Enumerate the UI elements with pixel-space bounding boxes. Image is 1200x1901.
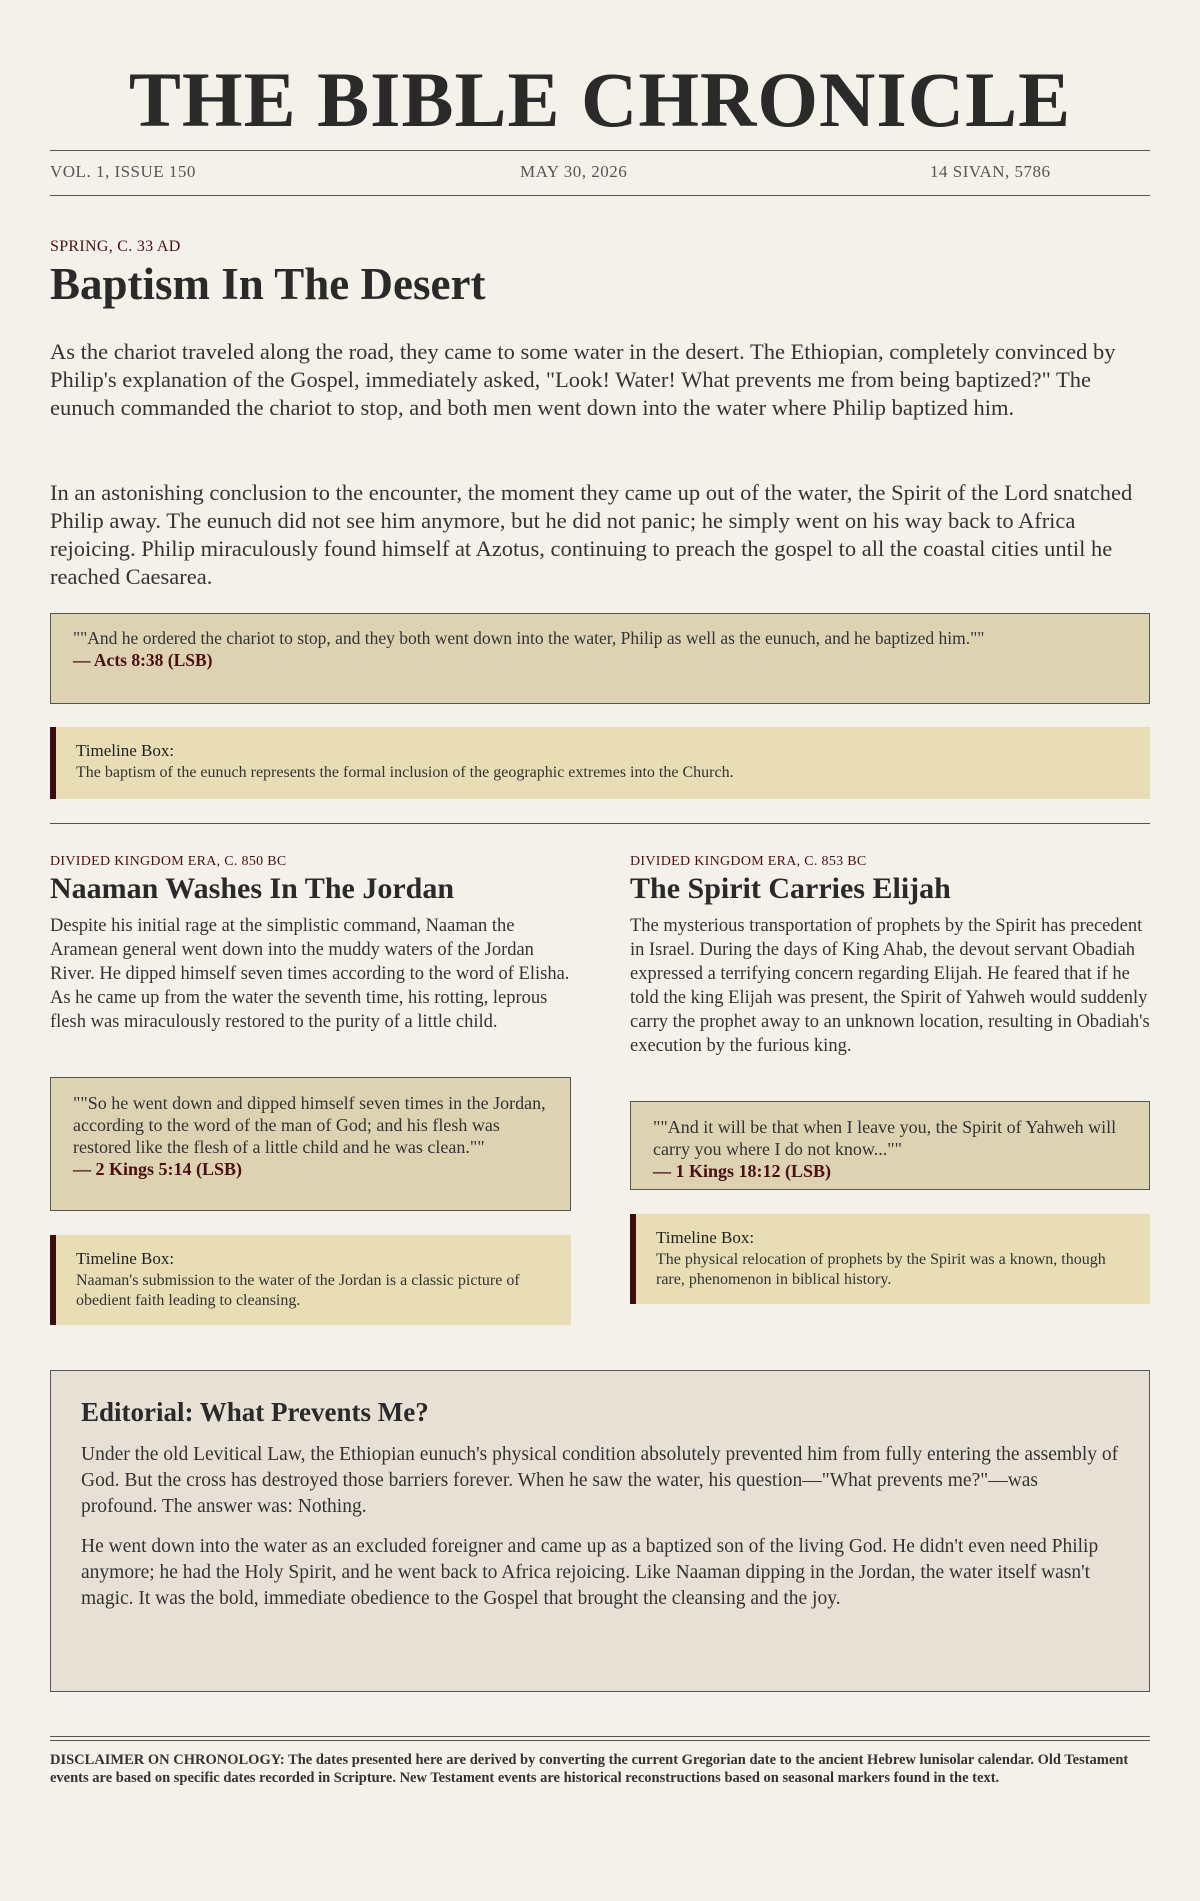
masthead-info-bar	[50, 150, 1150, 196]
left-article-body: Despite his initial rage at the simplistic command, Naaman the Aramean general went down into the muddy waters of the Jordan River. He dipped himself seven times according to the word of Elisha. As he came up from the water the seventh time, his rotting, leprous flesh was miraculously restored to the purity of a little child.	[50, 916, 570, 1032]
footer-divider	[50, 1736, 1150, 1741]
right-article-title: The Spirit Carries Elijah	[630, 872, 951, 905]
main-article-paragraph: In an astonishing conclusion to the encounter, the moment they came up out of the water, the Spirit of the Lord snatched Philip away. The eunuch did not see him anymore, but he did not panic; he simply went on his way back to Africa rejoicing. Philip miraculously found himself at Azotus, continuing to preach the gospel to all the coastal cities until he reached Caesarea.	[50, 480, 1133, 589]
main-article-paragraph: As the chariot traveled along the road, they came to some water in the desert. The Ethiopian, completely convinced by Philip's explanation of the Gospel, immediately asked, "Look! Water! What prevents me from being baptized?" The eunuch commanded the chariot to stop, and both men went down into the water where Philip baptized him.	[50, 339, 1116, 420]
hebrew-date: 14 SIVAN, 5786	[930, 162, 1051, 181]
chronology-disclaimer: DISCLAIMER ON CHRONOLOGY: The dates presented here are derived by converting the current Gregorian date to the ancient Hebrew lunisolar calendar. Old Testament events are based on specific dates recorded in Scripture. New Testament events are historical reconstructions based on seasonal markers found in the text.	[50, 1752, 1129, 1786]
right-article-era: DIVIDED KINGDOM ERA, C. 853 BC	[630, 854, 867, 869]
right-scripture-quote	[630, 1101, 1150, 1190]
timeline-text: The baptism of the eunuch represents the formal inclusion of the geographic extremes into the Church.	[76, 764, 734, 781]
timeline-label: Timeline Box:	[76, 1249, 175, 1268]
timeline-text: The physical relocation of prophets by the Spirit was a known, though rare, phenomenon in biblical history.	[656, 1251, 1106, 1288]
quote-reference: — 2 Kings 5:14 (LSB)	[73, 1159, 243, 1179]
left-article-title: Naaman Washes In The Jordan	[50, 872, 455, 905]
editorial-box	[50, 1370, 1150, 1692]
main-article-era: SPRING, C. 33 AD	[50, 238, 181, 255]
quote-text: ""So he went down and dipped himself seven times in the Jordan, according to the word of the man of God; and his flesh was restored like the flesh of a little child and he was clean.""	[73, 1093, 546, 1157]
main-article-title: Baptism In The Desert	[50, 259, 486, 309]
gregorian-date: MAY 30, 2026	[520, 162, 628, 181]
main-scripture-quote	[50, 613, 1150, 704]
left-timeline-box	[50, 1235, 571, 1325]
left-article-era: DIVIDED KINGDOM ERA, C. 850 BC	[50, 854, 287, 869]
section-divider	[50, 823, 1150, 824]
editorial-title: Editorial: What Prevents Me?	[81, 1397, 429, 1427]
quote-text: ""And it will be that when I leave you, the Spirit of Yahweh will carry you where I do not know...""	[653, 1117, 1117, 1159]
right-timeline-box	[630, 1214, 1150, 1304]
editorial-paragraph: Under the old Levitical Law, the Ethiopian eunuch's physical condition absolutely prevented him from fully entering the assembly of God. But the cross has destroyed those barriers forever. When he saw the water, his question—"What prevents me?"—was profound. The answer was: Nothing.	[81, 1444, 1119, 1517]
right-article-body: The mysterious transportation of prophets by the Spirit has precedent in Israel. During the days of King Ahab, the devout servant Obadiah expressed a terrifying concern regarding Elijah. He feared that if he told the king Elijah was present, the Spirit of Yahweh would suddenly carry the prophet away to an unknown location, resulting in Obadiah's execution by the furious king.	[630, 916, 1150, 1056]
volume-issue: VOL. 1, ISSUE 150	[50, 162, 196, 181]
quote-reference: — 1 Kings 18:12 (LSB)	[653, 1161, 832, 1181]
timeline-text: Naaman's submission to the water of the Jordan is a classic picture of obedient faith leading to cleansing.	[76, 1272, 520, 1309]
quote-reference: — Acts 8:38 (LSB)	[73, 650, 213, 670]
timeline-label: Timeline Box:	[76, 741, 175, 760]
editorial-paragraph: He went down into the water as an excluded foreigner and came up as a baptized son of the living God. He didn't even need Philip anymore; he had the Holy Spirit, and he went back to Africa rejoicing. Like Naaman dipping in the Jordan, the water itself wasn't magic. It was the bold, immediate obedience to the Gospel that brought the cleansing and the joy.	[81, 1536, 1099, 1609]
left-scripture-quote	[50, 1077, 571, 1211]
main-timeline-box	[50, 727, 1150, 799]
quote-text: ""And he ordered the chariot to stop, and they both went down into the water, Philip as well as the eunuch, and he baptized him.""	[73, 628, 985, 648]
timeline-label: Timeline Box:	[656, 1228, 755, 1247]
masthead-title: THE BIBLE CHRONICLE	[128, 56, 1072, 143]
